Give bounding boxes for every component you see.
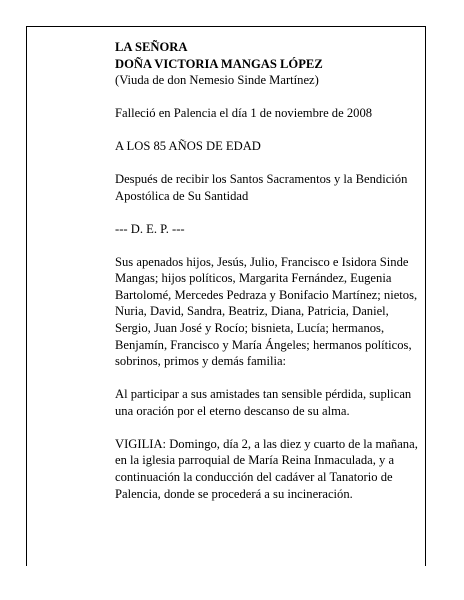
obituary-notice <box>115 39 427 502</box>
death-notice: Falleció en Palencia el día 1 de noviembre de 2008 <box>115 106 373 121</box>
vigil-paragraph: VIGILIA: Domingo, día 2, a las diez y cuarto de la mañana, en la iglesia parroquial de María Reina Inmaculada, y a continuación la conducción del cadáver al Tanatorio de Palencia, donde se procederá a su incineración. <box>115 436 418 501</box>
rip-line: --- D. E. P. --- <box>115 221 185 236</box>
deceased-name: DOÑA VICTORIA MANGAS LÓPEZ <box>115 56 323 71</box>
request-paragraph: Al participar a sus amistades tan sensible pérdida, suplican una oración por el eterno descanso de su alma. <box>115 387 412 418</box>
family-paragraph: Sus apenados hijos, Jesús, Julio, Francisco e Isidora Sinde Mangas; hijos políticos, Margarita Fernández, Eugenia Bartolomé, Mercedes Pedraza y Bonifacio Martínez; nietos, Nuria, David, Sandra, Beatriz, Diana, Patricia, Daniel, Sergio, Juan José y Rocío; bisnieta, Lucía; hermanos, Benjamín, Francisco y María Ángeles; hermanos políticos, sobrinos, primos y demás familia: <box>115 254 418 369</box>
title-line-1: LA SEÑORA <box>115 40 188 54</box>
sacraments-paragraph: Después de recibir los Santos Sacramentos y la Bendición Apostólica de Su Santidad <box>115 172 408 203</box>
age-line: A LOS 85 AÑOS DE EDAD <box>115 139 261 154</box>
widow-subtitle: (Viuda de don Nemesio Sinde Martínez) <box>115 73 319 88</box>
